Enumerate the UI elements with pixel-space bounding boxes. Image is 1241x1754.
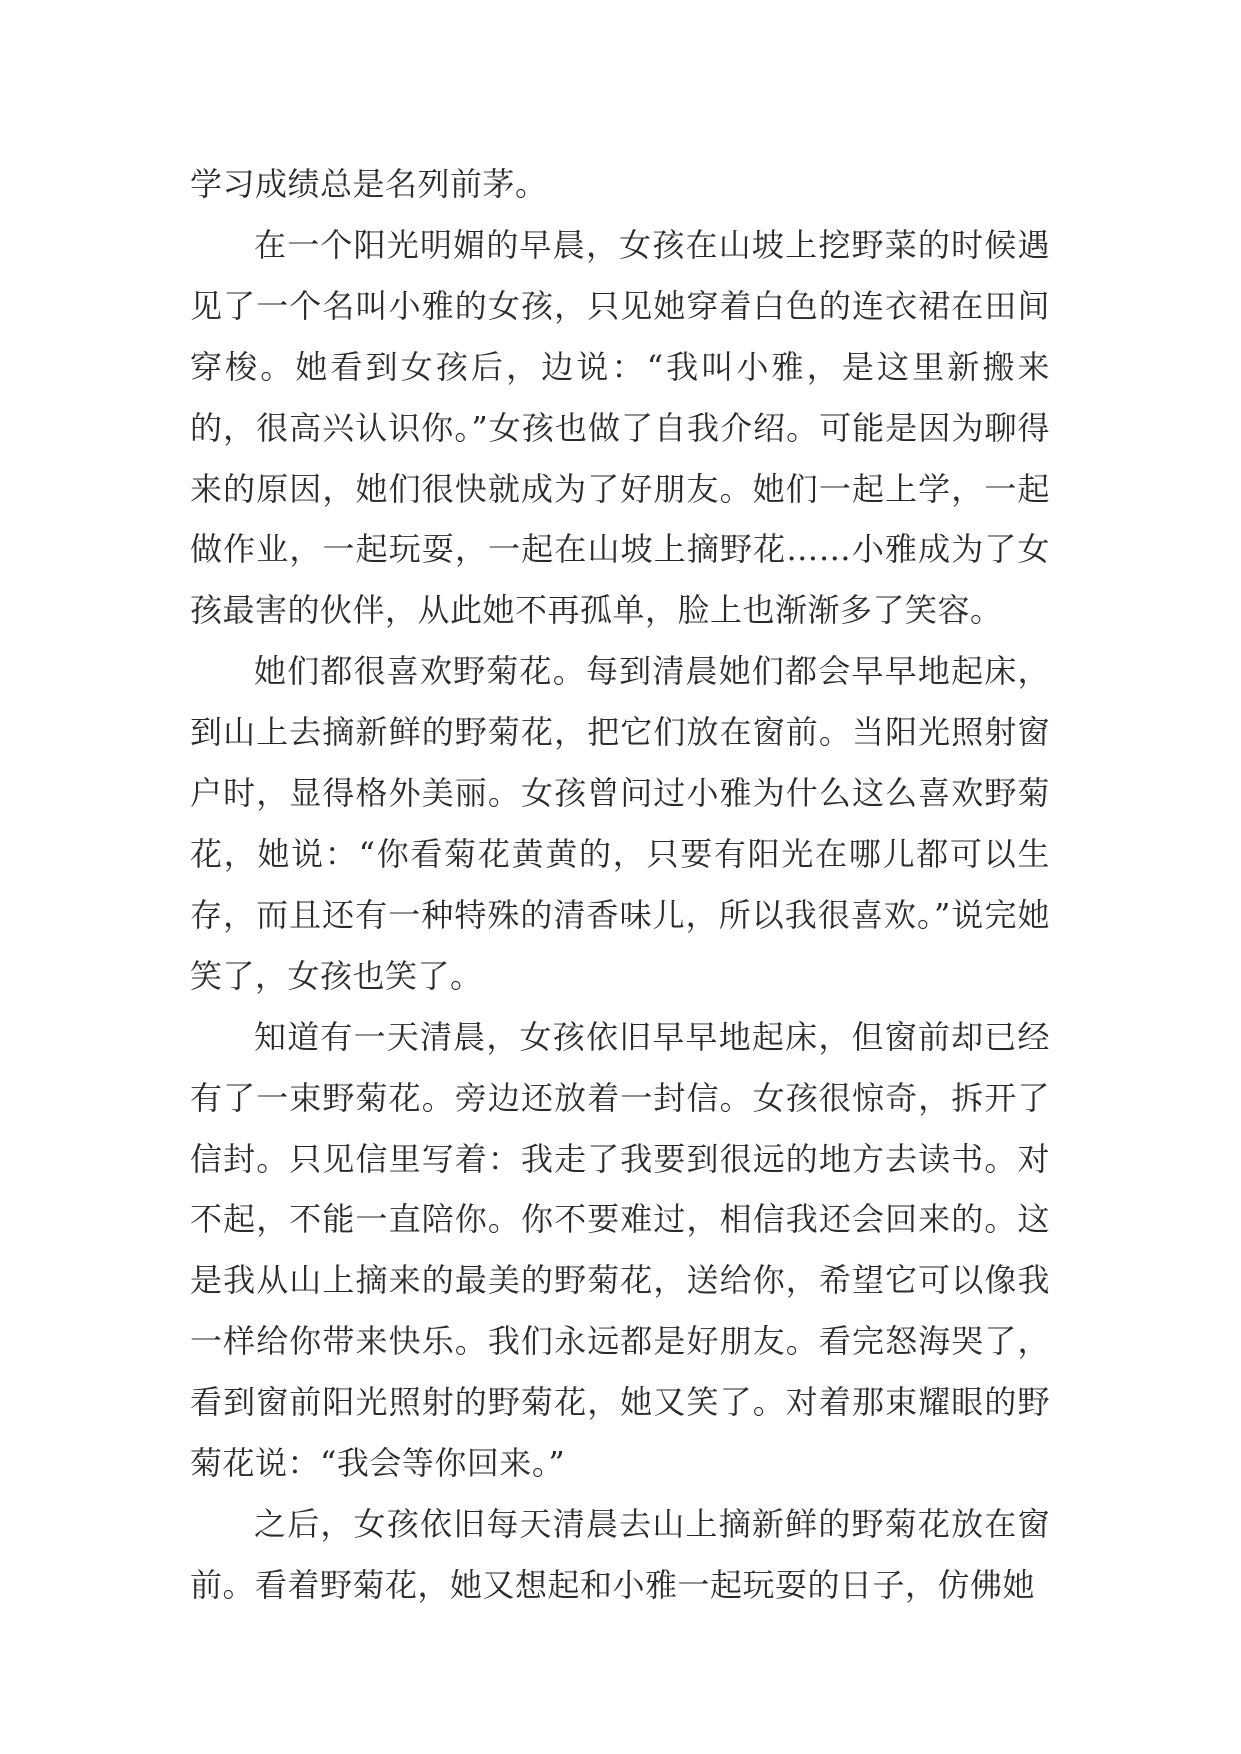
paragraph: 知道有一天清晨，女孩依旧早早地起床，但窗前却已经有了一束野菊花。旁边还放着一封信。女孩很惊奇，拆开了信封。只见信里写着：我走了我要到很远的地方去读书。对不起，不能一直陪你。你不要难过，相信我还会回来的。这是我从山上摘来的最美的野菊花，送给你，希望它可以像我一样给你带来快乐。我们永远都是好朋友。看完怒海哭了，看到窗前阳光照射的野菊花，她又笑了。对着那束耀眼的野菊花说：“我会等你回来。” [190, 1017, 1050, 1483]
paragraph-continuation: 学习成绩总是名列前茅。 [190, 165, 548, 203]
paragraph: 在一个阳光明媚的早晨，女孩在山坡上挖野菜的时候遇见了一个名叫小雅的女孩，只见她穿着白色的连衣裙在田间穿梭。她看到女孩后，边说：“我叫小雅，是这里新搬来的，很高兴认识你。”女孩也做了自我介绍。可能是因为聊得来的原因，她们很快就成为了好朋友。她们一起上学，一起做作业，一起玩耍，一起在山坡上摘野花……小雅成为了女孩最害的伙伴，从此她不再孤单，脸上也渐渐多了笑容。 [190, 225, 1050, 630]
document-body [190, 154, 1050, 1616]
paragraph: 她们都很喜欢野菊花。每到清晨她们都会早早地起床，到山上去摘新鲜的野菊花，把它们放在窗前。当阳光照射窗户时，显得格外美丽。女孩曾问过小雅为什么这么喜欢野菊花，她说：“你看菊花黄黄的，只要有阳光在哪儿都可以生存，而且还有一种特殊的清香味儿，所以我很喜欢。”说完她笑了，女孩也笑了。 [190, 652, 1050, 995]
paragraph: 之后，女孩依旧每天清晨去山上摘新鲜的野菊花放在窗前。看着野菊花，她又想起和小雅一起玩耍的日子，仿佛她 [190, 1504, 1050, 1604]
